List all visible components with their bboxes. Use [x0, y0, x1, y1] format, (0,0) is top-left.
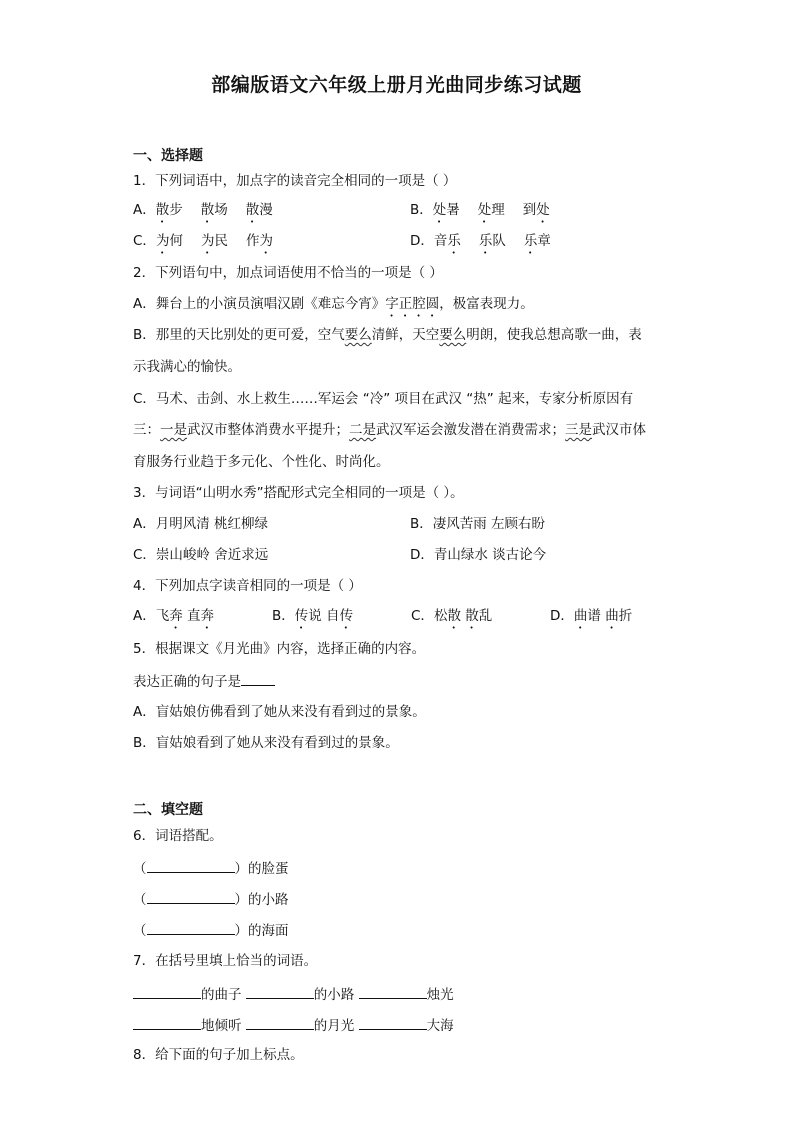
question-5-prompt: 表达正确的句子是: [133, 671, 275, 691]
answer-blank[interactable]: [359, 1015, 427, 1030]
question-5-option-b: B．盲姑娘看到了她从来没有看到过的景象。: [133, 735, 399, 751]
answer-blank[interactable]: [147, 920, 235, 935]
question-1-stem: 1．下列词语中，加点字的读音完全相同的一项是（ ）: [133, 173, 457, 189]
question-4-option-b: B．传说 自传: [272, 608, 354, 624]
question-2-option-c-line1: C．马术、击剑、水上救生……军运会 “冷” 项目在武汉 “热” 起来，专家分析原因有: [133, 391, 634, 407]
question-1-option-c: C．为何 为民 作为: [133, 233, 273, 249]
answer-blank[interactable]: [133, 984, 201, 999]
question-1-option-d: D．音乐 乐队 乐章: [410, 233, 551, 249]
question-3-option-c: C．崇山峻岭 舍近求远: [133, 547, 269, 563]
question-5-option-a: A．盲姑娘仿佛看到了她从来没有看到过的景象。: [133, 704, 426, 720]
question-7-row-1: 的曲子 的小路 烛光: [133, 984, 454, 1004]
question-2-option-b-line2: 示我满心的愉快。: [133, 359, 241, 375]
question-1-option-b: B．处暑 处理 到处: [410, 202, 550, 218]
question-2-option-a: A．舞台上的小演员演唱汉剧《难忘今宵》字正腔圆，极富表现力。: [133, 296, 534, 312]
answer-blank[interactable]: [133, 1015, 201, 1030]
question-4-stem: 4．下列加点字读音相同的一项是（ ）: [133, 578, 362, 594]
answer-blank[interactable]: [241, 671, 275, 686]
question-4-option-d: D．曲谱 曲折: [550, 608, 633, 624]
question-4-option-c: C．松散 散乱: [411, 608, 493, 624]
question-3-option-a: A．月明风清 桃红柳绿: [133, 516, 269, 532]
question-4-option-a: A．飞奔 直奔: [133, 608, 215, 624]
question-7-stem: 7．在括号里填上恰当的词语。: [133, 953, 318, 969]
answer-blank[interactable]: [246, 984, 314, 999]
section-heading-fill: 二、填空题: [133, 802, 203, 818]
question-2-stem: 2．下列语句中，加点词语使用不恰当的一项是（ ）: [133, 265, 443, 281]
question-2-option-b-line1: B．那里的天比别处的更可爱，空气要么清鲜，天空要么明朗，使我总想高歌一曲，表: [133, 327, 642, 343]
answer-blank[interactable]: [359, 984, 427, 999]
question-4-options: [133, 607, 689, 632]
question-2-option-c-line3: 育服务行业趋于多元化、个性化、时尚化。: [133, 454, 390, 470]
question-1-option-a: A．散步 散场 散漫: [133, 202, 273, 218]
question-3-stem: 3．与词语“山明水秀”搭配形式完全相同的一项是（ ）。: [133, 485, 464, 501]
question-6-item-1: （ ）的脸蛋: [133, 858, 289, 878]
answer-blank[interactable]: [147, 889, 235, 904]
section-heading-choice: 一、选择题: [133, 148, 203, 164]
question-8-stem: 8．给下面的句子加上标点。: [133, 1047, 304, 1063]
question-2-option-c-line2: 三：一是武汉市整体消费水平提升；二是武汉军运会激发潜在消费需求；三是武汉市体: [133, 422, 646, 438]
question-7-row-2: 地倾听 的月光 大海: [133, 1015, 454, 1035]
answer-blank[interactable]: [246, 1015, 314, 1030]
question-6-stem: 6．词语搭配。: [133, 828, 223, 844]
question-3-option-b: B．凄风苦雨 左顾右盼: [410, 516, 546, 532]
question-6-item-3: （ ）的海面: [133, 920, 289, 940]
question-5-stem: 5．根据课文《月光曲》内容，选择正确的内容。: [133, 641, 426, 657]
answer-blank[interactable]: [147, 858, 235, 873]
question-6-item-2: （ ）的小路: [133, 889, 289, 909]
question-3-option-d: D．青山绿水 谈古论今: [410, 547, 547, 563]
page-title: 部编版语文六年级上册月光曲同步练习试题: [211, 74, 582, 96]
